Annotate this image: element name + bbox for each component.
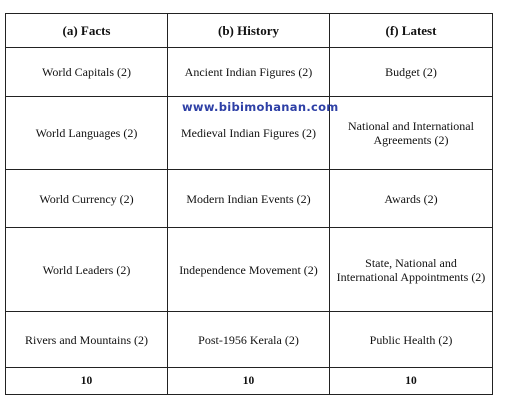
- table-row: [6, 170, 493, 228]
- total-history: 10: [168, 368, 330, 395]
- cell-latest: Public Health (2): [330, 312, 493, 368]
- cell-facts: World Capitals (2): [6, 48, 168, 97]
- cell-history: Medieval Indian Figures (2): [168, 97, 330, 170]
- table-row: [6, 228, 493, 312]
- cell-latest: State, National and International Appointments (2): [330, 228, 493, 312]
- cell-latest: Awards (2): [330, 170, 493, 228]
- header-row: [6, 14, 493, 48]
- cell-history: Post-1956 Kerala (2): [168, 312, 330, 368]
- totals-row: [6, 368, 493, 395]
- total-facts: 10: [6, 368, 168, 395]
- table-row: [6, 312, 493, 368]
- cell-latest: Budget (2): [330, 48, 493, 97]
- cell-latest: National and International Agreements (2): [330, 97, 493, 170]
- cell-history: Independence Movement (2): [168, 228, 330, 312]
- cell-facts: World Leaders (2): [6, 228, 168, 312]
- watermark-url: www.bibimohanan.com: [182, 100, 339, 114]
- syllabus-table: [5, 13, 493, 395]
- cell-history: Ancient Indian Figures (2): [168, 48, 330, 97]
- total-latest: 10: [330, 368, 493, 395]
- header-history: (b) History: [168, 14, 330, 48]
- header-latest: (f) Latest: [330, 14, 493, 48]
- cell-facts: World Languages (2): [6, 97, 168, 170]
- table-row: [6, 48, 493, 97]
- cell-history: Modern Indian Events (2): [168, 170, 330, 228]
- cell-facts: Rivers and Mountains (2): [6, 312, 168, 368]
- header-facts: (a) Facts: [6, 14, 168, 48]
- cell-facts: World Currency (2): [6, 170, 168, 228]
